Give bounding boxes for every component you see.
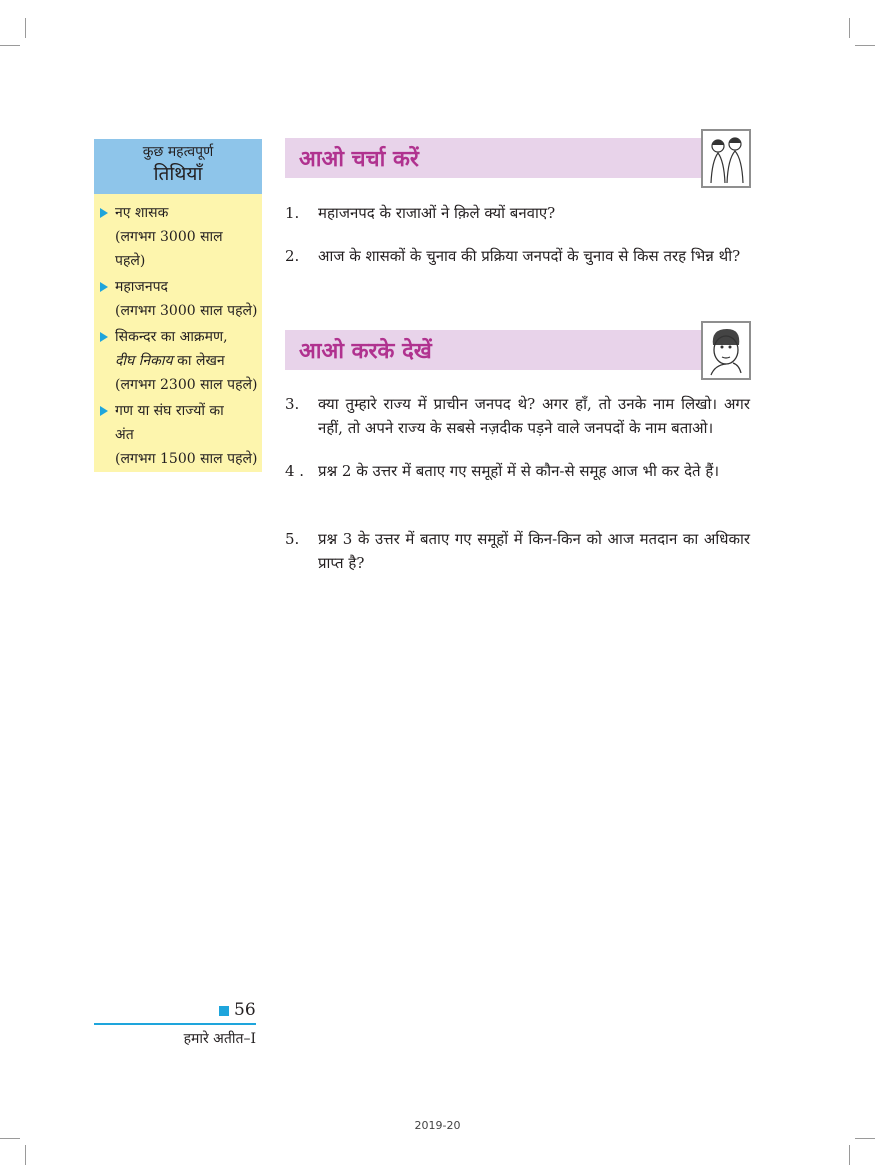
question-text: महाजनपद के राजाओं ने क़िले क्यों बनवाए? (318, 204, 556, 222)
date-item-text: अंत (115, 427, 134, 443)
crop-mark (0, 1138, 20, 1139)
date-item (94, 275, 262, 323)
dates-list (94, 194, 262, 471)
date-item (94, 201, 262, 273)
date-item-text-rest: का लेखन (172, 353, 225, 369)
crop-mark (849, 18, 850, 38)
crop-mark (849, 1145, 850, 1165)
date-item-text: सिकन्दर का आक्रमण, (115, 329, 228, 345)
date-item-text: पहले) (115, 253, 146, 269)
question-item (285, 201, 750, 225)
two-people-talking-icon (701, 129, 751, 188)
question-item (285, 392, 750, 440)
dates-box-header (94, 139, 262, 194)
date-item-text: (लगभग 3000 साल (115, 229, 223, 245)
question-text: आज के शासकों के चुनाव की प्रक्रिया जनपदों के चुनाव से किस तरह भिन्न थी? (318, 247, 741, 265)
crop-mark (855, 45, 875, 46)
discuss-section-banner (285, 138, 703, 178)
crop-mark (25, 1145, 26, 1165)
date-item (94, 325, 262, 397)
date-item-text (115, 349, 262, 373)
date-item (94, 399, 262, 471)
date-item-text: नए शासक (115, 205, 169, 221)
bullet-arrow-icon (100, 332, 108, 342)
question-item (285, 459, 750, 483)
date-item-text: (लगभग 2300 साल पहले) (115, 377, 258, 393)
thinking-person-icon (701, 321, 751, 380)
activity-section-title: आओ करके देखें (299, 339, 432, 364)
question-number: 4 . (285, 462, 305, 480)
date-item-text: (लगभग 1500 साल पहले) (115, 451, 258, 467)
discuss-section-title: आओ चर्चा करें (299, 147, 419, 172)
date-item-text: महाजनपद (115, 279, 168, 295)
question-item (285, 527, 750, 575)
bullet-arrow-icon (100, 406, 108, 416)
crop-mark (0, 45, 20, 46)
date-item-text: (लगभग 3000 साल पहले) (115, 303, 258, 319)
edition-year: 2019-20 (414, 1119, 461, 1132)
bullet-arrow-icon (100, 208, 108, 218)
page-number-square-icon (219, 1006, 229, 1016)
question-number: 3. (285, 395, 300, 413)
question-number: 2. (285, 247, 300, 265)
crop-mark (25, 18, 26, 38)
question-text: प्रश्न 2 के उत्तर में बताए गए समूहों में से कौन-से समूह आज भी कर देते हैं। (318, 462, 720, 480)
crop-mark (855, 1138, 875, 1139)
date-item-text: गण या संघ राज्यों का (115, 403, 224, 419)
question-number: 5. (285, 530, 300, 548)
bullet-arrow-icon (100, 282, 108, 292)
question-item (285, 244, 750, 268)
dates-box (94, 194, 262, 472)
dates-box-heading-line2: तिथियाँ (153, 163, 203, 185)
question-text: प्रश्न 3 के उत्तर में बताए गए समूहों में किन-किन को आज मतदान का अधिकार प्राप्त है? (318, 530, 750, 572)
book-title: हमारे अतीत–I (183, 1031, 256, 1047)
dates-box-heading-line1: कुछ महत्वपूर्ण (142, 144, 214, 160)
book-title-italic: दीघ निकाय (115, 353, 173, 369)
page-number: 56 (234, 1000, 256, 1020)
activity-section-banner (285, 330, 703, 370)
footer-divider (94, 1023, 256, 1025)
question-number: 1. (285, 204, 300, 222)
question-text: क्या तुम्हारे राज्य में प्राचीन जनपद थे? अगर हाँ, तो उनके नाम लिखो। अगर नहीं, तो अपने राज्य के सबसे नज़दीक पड़ने वाले जनपदों के नाम बताओ। (318, 395, 750, 437)
